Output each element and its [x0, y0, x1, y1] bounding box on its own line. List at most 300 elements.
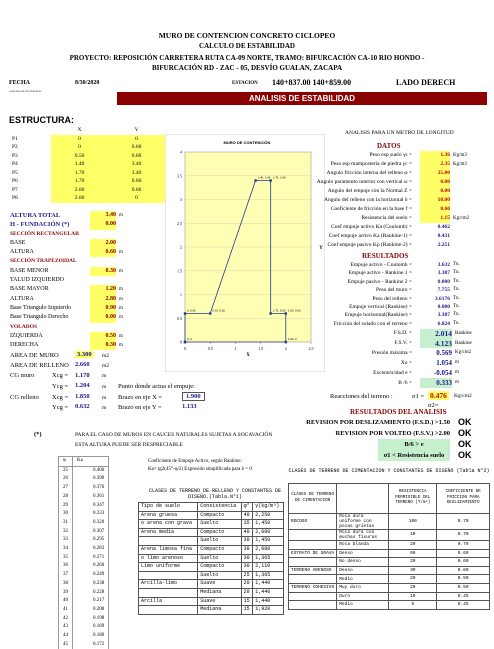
ka-cell: 30	[59, 510, 73, 519]
datos-value: 0.60	[420, 205, 450, 214]
geom-label: IZQUIERDA	[10, 332, 43, 339]
points-cell: 1.70	[51, 177, 108, 186]
cim-cell: 0.60	[437, 566, 490, 575]
project-line-2: BIFURCACIÓN RD - ZAC - 05, DESVÍO GUALAN, ZACAPA	[151, 64, 343, 72]
points-cell: 3.40	[108, 160, 165, 169]
check-row	[240, 439, 490, 450]
relleno-cell: Suelto	[198, 571, 241, 580]
y-tick-label: 1	[180, 292, 182, 297]
ka-table	[58, 456, 109, 649]
geom-value: 0.30	[90, 341, 116, 350]
ka-cell: 41	[59, 606, 73, 615]
resultados-value: 3.6176	[434, 295, 450, 302]
points-cell: 0	[51, 135, 108, 144]
relleno-cell: Compacto	[198, 528, 241, 537]
cim-cell: 20	[389, 583, 437, 592]
y-tick-label: 0	[180, 339, 182, 345]
point-label: 1.70, 0.60	[272, 308, 286, 313]
x-tick-label: 0.5	[207, 346, 213, 351]
cim-table-title: CLASES DE TERRENO DE CIMENTACION Y CONSTANTES DE DISEÑO (Tabla N°2)	[288, 468, 490, 474]
datos-value: 2.251	[437, 242, 450, 248]
cim-cell: Denso	[337, 566, 389, 575]
ka-cell: 25	[59, 466, 73, 475]
geom-label: ALTURA TOTAL	[10, 212, 61, 219]
cim-cell	[289, 541, 337, 550]
geom-row	[10, 313, 130, 322]
relleno-cell: Arcilla-limo	[139, 580, 198, 589]
ka-cell: 0.189	[73, 623, 109, 632]
points-cell: 0.60	[108, 143, 165, 152]
relleno-cell: 1,440	[253, 580, 284, 589]
relleno-row	[139, 545, 284, 554]
relleno-row	[139, 520, 284, 529]
cim-cell	[289, 575, 337, 584]
relleno-header: γ(kg/m³)	[253, 503, 284, 512]
wall-point	[269, 179, 271, 181]
ka-cell: 32	[59, 528, 73, 537]
geom-row	[10, 332, 130, 341]
cim-row	[289, 549, 490, 558]
datos-heading: DATOS	[377, 142, 401, 150]
relleno-cell: Compacto	[198, 563, 241, 572]
cim-row	[289, 575, 490, 584]
analysis-banner: ANALISIS DE ESTABILIDAD	[117, 92, 487, 105]
resultados-analisis-heading: RESULTADOS DEL ANALISIS	[350, 408, 447, 416]
ka-cell: 0.320	[73, 519, 109, 528]
geom-value: 0.50	[90, 332, 116, 341]
ka-row	[59, 562, 109, 571]
datos-value: 10.00	[420, 196, 450, 205]
check-row	[240, 417, 490, 428]
cim-cell: 10	[389, 530, 437, 541]
cim-cell: 0.45	[437, 592, 490, 601]
wall-point	[269, 312, 271, 314]
check-row	[240, 428, 490, 439]
title-1: MURO DE CONTENCION CONCRETO CICLOPEO	[158, 31, 336, 40]
points-cell: 0	[51, 143, 108, 152]
ka-cell: 33	[59, 536, 73, 545]
ka-cell: 40	[59, 597, 73, 606]
resultados-unit: Tn.	[453, 262, 460, 267]
safety-factors-block	[300, 329, 490, 348]
relleno-table-title: CLASES DE TERRENO DE RELLENO Y CONSTANTES DE DISEÑO.(Tabla.N°1)	[148, 488, 282, 500]
fecha-label: FECHA	[9, 80, 30, 86]
resultados-unit: Tn.	[453, 320, 460, 326]
cim-cell: 0.70	[437, 541, 490, 550]
relleno-row	[139, 580, 284, 589]
points-cell: 0	[108, 194, 165, 203]
points-header: X	[77, 127, 82, 133]
wall-point	[209, 312, 211, 314]
cg-muro-xcg-unit: m	[102, 373, 107, 379]
wall-point	[285, 341, 287, 343]
ka-row	[59, 606, 109, 615]
datos-row	[300, 160, 490, 169]
x-tick-label: 1	[234, 346, 237, 351]
ka-row	[59, 545, 109, 554]
ka-cell: 0.217	[73, 597, 109, 606]
resultados-value: 0.000	[437, 278, 450, 285]
points-cell: 0.60	[108, 152, 165, 161]
resultados-row	[300, 269, 490, 277]
cim-row	[289, 583, 490, 592]
cim-cell: 100	[389, 514, 437, 530]
fs-label: F.S.V. =	[394, 339, 412, 346]
cim-cell	[289, 592, 337, 601]
relleno-cell	[139, 571, 198, 580]
ka-cell: 0.347	[73, 502, 109, 511]
geometry-block	[10, 211, 130, 350]
points-row	[10, 186, 165, 195]
footnote-mark: (*)	[34, 431, 42, 438]
resultados-unit: Tn.	[453, 312, 460, 318]
presion-row	[300, 348, 490, 358]
datos-label: Resistencia del suelo =	[361, 215, 412, 221]
wall-point	[254, 179, 256, 181]
ka-row	[59, 615, 109, 624]
ka-cell: 26	[59, 475, 73, 484]
check-label: REVISION POR VOLTEO (F.S.V.) >2.00	[335, 430, 450, 437]
ka-row	[59, 589, 109, 598]
resultados-unit: Tn.	[453, 295, 460, 301]
cim-cell: 20	[389, 558, 437, 567]
check-ok: OK	[458, 450, 472, 460]
cim-row	[289, 514, 490, 530]
relleno-cell: o arena con grava	[139, 520, 198, 529]
relleno-cell: 1,450	[253, 520, 284, 529]
presion-unit: m	[455, 380, 459, 385]
cim-cell: Denso	[337, 549, 389, 558]
point-label: 1.70, 3.40	[272, 175, 286, 180]
ka-row	[59, 502, 109, 511]
brazo-x-label: Brazo en eje X =	[118, 394, 163, 401]
geom-value: 0.00	[90, 220, 116, 229]
ka-row	[59, 580, 109, 589]
relleno-cell: Suave	[198, 597, 241, 606]
datos-label: Coef empuje activo Ka (Coulomb) =	[331, 224, 412, 230]
relleno-cell: 20	[241, 588, 253, 597]
cim-row	[289, 541, 490, 550]
cim-cell: 20	[389, 575, 437, 584]
y-tick-label: 0.5	[177, 315, 182, 321]
cim-row	[289, 566, 490, 575]
geom-unit: m	[119, 268, 123, 274]
ka-cell: 0.307	[73, 528, 109, 537]
geom-label: SECCIÓN RECTANGULAR	[10, 230, 80, 237]
cim-cell: 0.70	[437, 530, 490, 541]
title-2: CALCULO DE ESTABILIDAD	[199, 42, 295, 50]
relleno-cell: 1,440	[253, 588, 284, 597]
geom-unit: m	[119, 250, 123, 256]
check-row	[240, 450, 490, 461]
point-label: 0, 0.60	[187, 308, 196, 313]
cim-cell: Roca blanda	[337, 541, 389, 550]
wall-point	[184, 341, 186, 343]
wall-point	[184, 312, 186, 314]
x-tick-label: 2.5	[308, 346, 314, 351]
relleno-cell: 20	[241, 580, 253, 589]
ka-cell: 0.172	[73, 641, 109, 649]
geom-unit: m	[119, 333, 123, 339]
relleno-cell: 1,365	[253, 571, 284, 580]
relleno-cell: Arena media	[139, 528, 198, 537]
check-label: REVISION POR DESLIZAMIENTO (F.S.D.) >1.50	[306, 419, 450, 426]
geom-row	[10, 257, 130, 266]
datos-value: 1.15	[420, 214, 450, 223]
cim-cell: No denso	[337, 558, 389, 567]
ka-cell: 36	[59, 562, 73, 571]
datos-label: Angulo paramento interior con vertical ω =	[316, 179, 412, 185]
resultados-label: Empuje activo - Coulomb =	[350, 262, 412, 268]
area-muro-value: 3.300	[77, 351, 92, 358]
sigma1-label: σ1 =	[412, 393, 425, 400]
geom-row	[10, 230, 130, 239]
ka-cell: 0.376	[73, 484, 109, 493]
y-tick-label: 2	[180, 244, 182, 250]
check-label: B/6 > e	[378, 439, 450, 450]
sigma1-value: 0.476	[430, 391, 447, 400]
punto-empuje-label: Punto donde actua el empuje:	[118, 383, 195, 390]
ka-header: Ka	[73, 457, 109, 467]
ka-cell: 42	[59, 615, 73, 624]
relleno-row	[139, 588, 284, 597]
ka-row	[59, 475, 109, 484]
points-cell: P7	[12, 186, 18, 193]
resultados-value: 7.755	[437, 287, 450, 294]
cg-muro-xcg-label: Xcg =	[52, 372, 69, 379]
relleno-row	[139, 597, 284, 606]
relleno-cell: 30	[241, 537, 253, 546]
point-label: 0, 0	[187, 337, 192, 341]
points-row	[10, 152, 165, 161]
chart-title: MURO DE CONTENCIÓN	[223, 140, 271, 145]
geom-label: BASE	[10, 239, 26, 246]
datos-label: Coeficiente de fricción en la base f =	[330, 206, 412, 212]
points-row	[10, 177, 165, 186]
geom-value: 2.80	[90, 295, 116, 304]
fs-value: 2.014	[420, 329, 452, 339]
cim-header	[337, 484, 389, 514]
datos-block	[300, 151, 490, 250]
relleno-cell: 40	[241, 528, 253, 537]
cim-row	[289, 592, 490, 601]
datos-label: Angulo fricción interna del relleno φ =	[326, 170, 412, 176]
ka-cell: 27	[59, 484, 73, 493]
y-tick-label: 1.5	[177, 268, 182, 274]
resultados-block	[300, 261, 490, 328]
resultados-row	[300, 286, 490, 294]
relleno-row	[139, 606, 284, 615]
ka-row	[59, 554, 109, 563]
y-tick-label: 3	[180, 197, 182, 202]
relleno-cell: 2,080	[253, 528, 284, 537]
datos-value: 25.00	[420, 169, 450, 178]
points-cell: 3.40	[108, 169, 165, 178]
presion-label: B /6 =	[398, 380, 412, 386]
points-cell: 0	[108, 135, 165, 144]
relleno-cell: 35	[241, 520, 253, 529]
resultados-label: Peso del relleno =	[372, 295, 412, 302]
resultados-label: Fricción del solado con el terreno =	[333, 320, 412, 327]
relleno-row	[139, 537, 284, 546]
cim-cell: Roca dura uniforme con pocas grietas	[337, 514, 389, 530]
cim-cell: Medio	[337, 601, 389, 610]
geom-unit: m	[119, 343, 123, 349]
relleno-row	[139, 511, 284, 520]
y-tick-label: 3.5	[177, 173, 182, 179]
geom-unit: m	[119, 287, 123, 293]
relleno-cell: 1,365	[253, 554, 284, 563]
resultados-value: 6.824	[437, 320, 450, 327]
geom-label: TALUD IZQUIERDO	[10, 277, 65, 284]
points-cell: 0.50	[51, 152, 108, 161]
fs-label: F.S.D. =	[393, 330, 412, 336]
cg-muro-ycg-unit: m	[102, 384, 107, 390]
area-relleno-unit: m2	[102, 363, 110, 369]
fs-row	[300, 339, 490, 349]
presion-label: Excentricidad e =	[373, 370, 412, 376]
cim-row	[289, 558, 490, 567]
resultados-unit: Tn.	[453, 303, 460, 309]
relleno-cell: 1,450	[253, 537, 284, 546]
relleno-row	[139, 563, 284, 572]
cim-cell: 0.70	[437, 514, 490, 530]
ka-row	[59, 597, 109, 606]
datos-row	[300, 169, 490, 178]
sigma2-label: σ2=	[428, 402, 439, 409]
geom-label: VOLADOS	[10, 323, 38, 330]
datos-unit: Kg/m3	[453, 162, 467, 167]
cim-header-row	[289, 484, 490, 514]
geom-row	[10, 267, 130, 276]
ka-row	[59, 536, 109, 545]
cg-relleno-label: CG relleno	[10, 394, 39, 401]
geom-label: SECCIÓN TRAPEZOIDAL	[10, 258, 77, 265]
cg-relleno-xcg-value: 1.850	[75, 393, 90, 400]
presion-row	[300, 358, 490, 368]
sigma1-unit: Kg/cm2	[454, 393, 472, 399]
cim-cell	[289, 558, 337, 567]
point-label: 0.50, 0.60	[212, 308, 225, 313]
resultados-heading: RESULTADOS	[362, 252, 409, 260]
resultados-row	[300, 320, 490, 328]
reacciones-label: Reacciones del terreno :	[330, 393, 393, 400]
datos-row	[300, 241, 490, 250]
cim-cell: 0.60	[437, 558, 490, 567]
estructura-heading: ESTRUCTURA:	[9, 115, 74, 125]
y-tick-label: 4	[180, 149, 182, 155]
presion-value: 0.333	[420, 378, 452, 388]
ka-cell: 35	[59, 554, 73, 563]
cim-cell: Medio	[337, 575, 389, 584]
y-tick-label: 2.5	[177, 220, 182, 226]
ka-cell: 34	[59, 545, 73, 554]
resultados-row	[300, 278, 490, 286]
points-cell: 0.60	[108, 177, 165, 186]
points-cell: P4	[12, 161, 18, 167]
ka-row	[59, 493, 109, 502]
geom-row	[10, 239, 130, 248]
points-row	[10, 160, 165, 169]
ka-row	[59, 528, 109, 537]
datos-label: Angulo del relleno con la horizontal δ =	[323, 197, 412, 203]
presion-unit: m	[455, 370, 459, 375]
resultados-value: 0.000	[437, 303, 450, 310]
chart-y-label: Y	[319, 246, 323, 251]
points-header: Y	[134, 127, 139, 133]
ka-header: φ	[59, 457, 73, 467]
relleno-cell: Arena gruesa	[139, 511, 198, 520]
pressure-block	[300, 348, 490, 388]
cim-cell: TERRENO ARENOSO	[289, 566, 337, 575]
point-label: 1.40, 3.40	[257, 175, 271, 180]
cim-cell: Muy duro	[337, 583, 389, 592]
chart-x-label: X	[246, 353, 250, 358]
relleno-row	[139, 554, 284, 563]
ka-cell: 31	[59, 519, 73, 528]
points-header-row	[10, 126, 165, 135]
datos-row	[300, 232, 490, 241]
ka-header-row	[59, 457, 109, 467]
relleno-cell: 1,920	[253, 606, 284, 615]
cim-cell: 0.45	[437, 601, 490, 610]
geom-value: 0.00	[90, 313, 116, 322]
cim-cell: 5	[389, 601, 437, 610]
relleno-cell: Arcilla	[139, 597, 198, 606]
check-ok: OK	[458, 439, 472, 449]
geom-row	[10, 295, 130, 304]
geom-row	[10, 341, 130, 350]
geom-unit: m	[119, 305, 123, 311]
datos-row	[300, 205, 490, 214]
points-cell: 1.40	[51, 160, 108, 169]
check-ok: OK	[458, 417, 472, 427]
cim-cell: 0.50	[437, 583, 490, 592]
cg-relleno-ycg-value: 0.632	[75, 403, 90, 410]
cim-header: CLASES DE TERRENO DE CIMENTACION	[289, 484, 337, 514]
relleno-cell: Arena limosa fina	[139, 545, 198, 554]
presion-value: 1.054	[436, 359, 452, 367]
relleno-header-row	[139, 503, 284, 512]
relleno-cell: Suelto	[198, 520, 241, 529]
geom-row	[10, 323, 130, 332]
ka-cell: 0.180	[73, 632, 109, 641]
datos-row	[300, 178, 490, 187]
points-cell: P6	[12, 178, 18, 184]
ka-row	[59, 641, 109, 649]
ka-cell: 37	[59, 571, 73, 580]
ka-cell: 45	[59, 641, 73, 649]
resultados-unit: Tn.	[453, 278, 460, 284]
x-tick-label: 2	[284, 346, 287, 351]
cim-header: COEFICIENTE DE FRICCION PARA DESLIZAMIENTO	[437, 484, 490, 514]
ka-cell: 38	[59, 580, 73, 589]
datos-value: 0.00	[420, 178, 450, 187]
points-cell: 0.60	[108, 186, 165, 195]
resultados-value: 3.387	[437, 270, 450, 277]
cim-cell: Duro	[337, 592, 389, 601]
resultados-value: 3.387	[437, 312, 450, 319]
cim-cell: 20	[389, 541, 437, 550]
relleno-cell: 1,440	[253, 597, 284, 606]
presion-label: Xo =	[400, 360, 412, 366]
datos-label: Angulo del empuje con la Normal Z =	[327, 188, 412, 194]
ka-row	[59, 484, 109, 493]
datos-value: 1.36	[420, 151, 450, 160]
presion-row	[300, 368, 490, 378]
points-row	[10, 194, 165, 203]
points-header	[10, 126, 51, 135]
